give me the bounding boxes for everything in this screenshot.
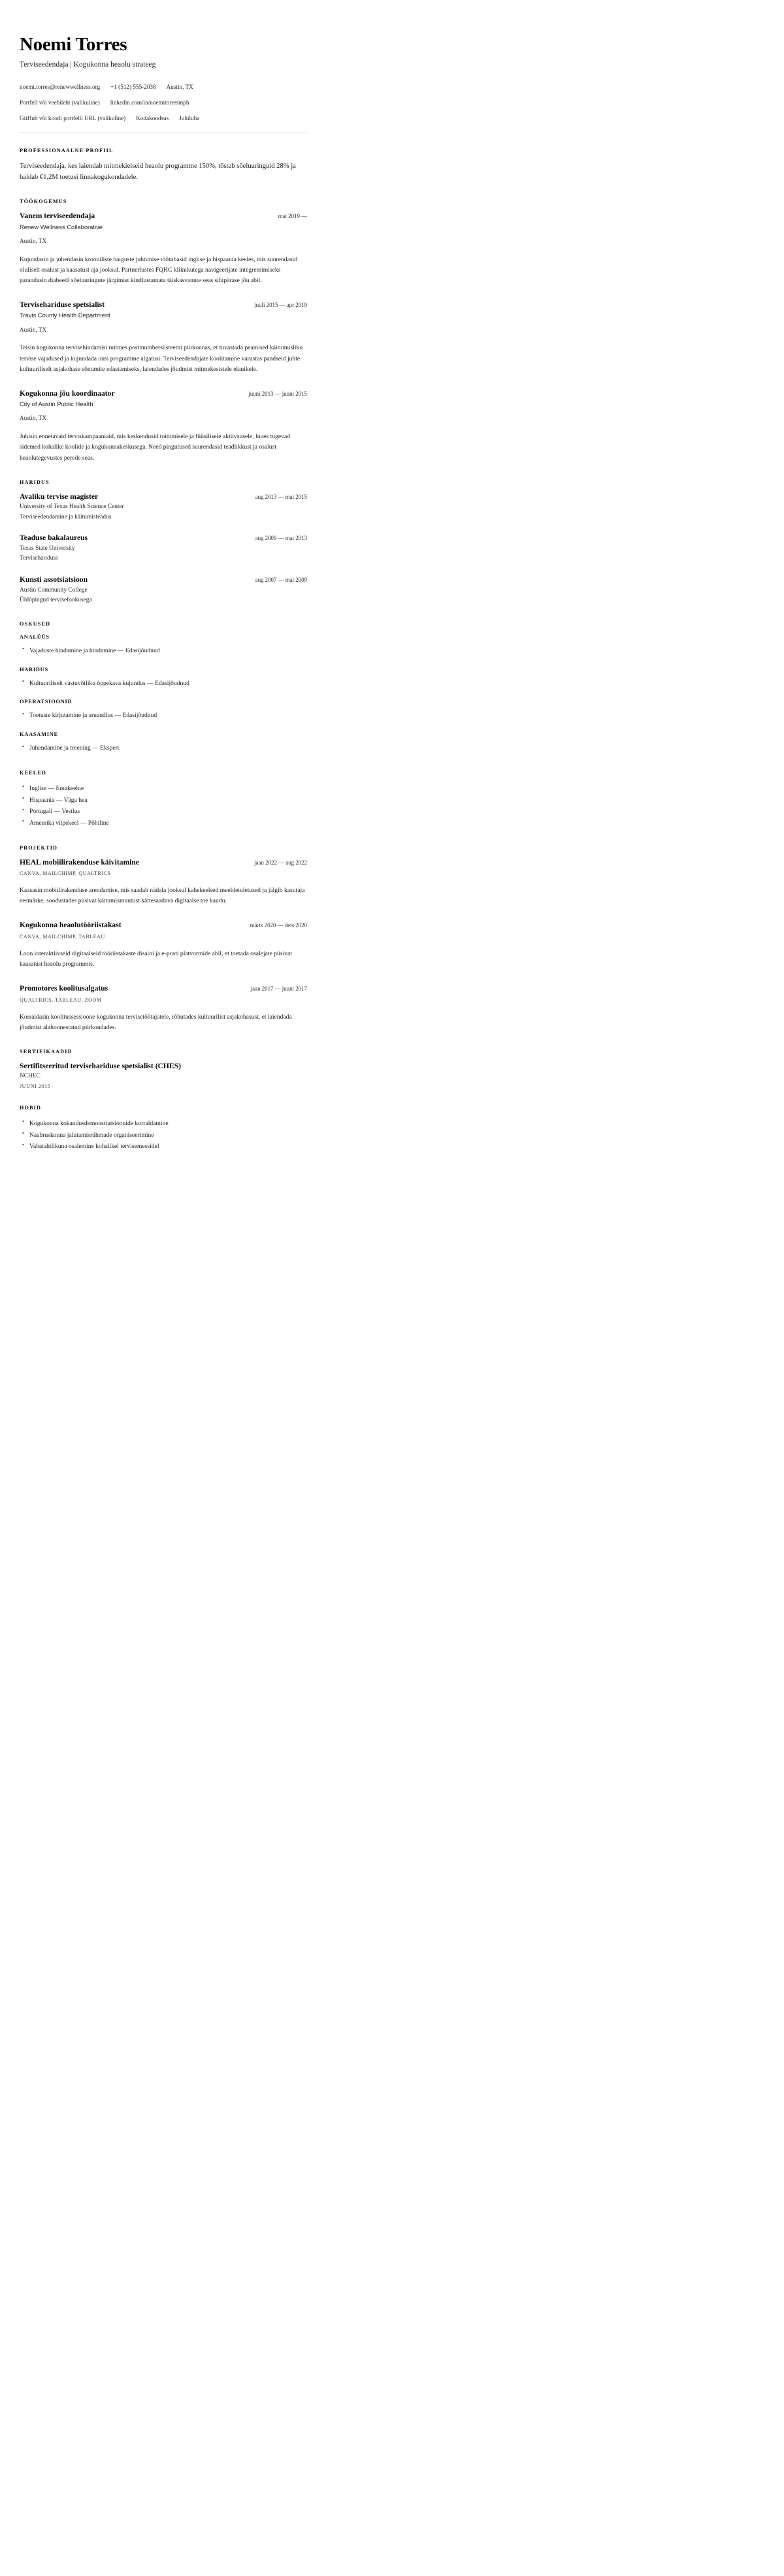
section-title-projects: PROJEKTID — [20, 844, 58, 851]
contact-row-extra — [20, 114, 307, 123]
job-company: City of Austin Public Health — [20, 400, 93, 408]
job-location: Austin, TX — [20, 415, 47, 422]
school-name: University of Texas Health Science Center — [20, 503, 124, 511]
project-entry — [20, 984, 307, 1033]
project-entry — [20, 858, 307, 907]
hobby-item: • Vabatahtlikuna osalemine kohalikel tervisemessidel — [29, 1141, 307, 1153]
project-dates: jaan 2022 — aug 2022 — [254, 859, 307, 866]
entry-header — [20, 984, 307, 993]
section-projects — [20, 845, 307, 1033]
skill-group — [20, 667, 307, 690]
degree-dates: aug 2013 — mai 2015 — [255, 493, 307, 500]
contact-driving-license: Juhiluba — [179, 115, 200, 121]
job-dates: mai 2019 — — [278, 213, 307, 220]
contact-github[interactable]: GitHub või koodi portfelli URL (valikuline) — [20, 115, 126, 121]
certificate-issuer: NCHEC — [20, 1073, 41, 1080]
project-description: Korraldasin koolitussessioone kogukonna tervisetöötajatele, rõhutades kultuurilist asjakohasust, et laiendada jõudmist alahoonestatud piirkondades. — [20, 1013, 292, 1031]
job-description: Juhisin ennetavaid terviskampaaniaid, mis keskendusid toitumisele ja füüsilisele aktiivsusele, luues tugevad sidemed kohalike koolide ja kogukonnakeskusega. Need pingutused suurendasid teadlikkust ja osalust heaolutegevustes perede seas. — [20, 433, 291, 462]
job-title: Kogukonna jõu koordinaator — [20, 389, 115, 398]
section-title-skills: OSKUSED — [20, 620, 51, 627]
skill-group — [20, 731, 307, 754]
project-name: HEAL mobiilirakenduse käivitamine — [20, 857, 139, 867]
experience-entry — [20, 300, 307, 375]
hobby-item: • Naabruskonna jalutamisrühmade organiseerimine — [29, 1130, 307, 1141]
skill-item: • Juhendamine ja treening — Ekspert — [29, 742, 307, 754]
project-tools: CANVA, MAILCHIMP, QUALTRICS — [20, 870, 111, 877]
resume-sheet — [20, 34, 307, 1153]
job-dates: juuli 2015 — apr 2019 — [254, 301, 307, 308]
education-entry — [20, 492, 307, 522]
job-title: Tervisehariduse spetsialist — [20, 300, 105, 309]
section-education — [20, 479, 307, 605]
certificate-entry — [20, 1062, 307, 1089]
contact-email[interactable]: noemi.torres@renewwellness.org — [20, 84, 101, 91]
section-title-profile: PROFESSIONAALNE PROFIIL — [20, 147, 114, 153]
project-description: Kaasasin mobiilirakenduse arendamise, mis saadab nädala jooksul kahekeelsed meeldetuletused ja jälgib kasutaja eesmärke, soodustades püsivat käitumismuutust kättesaadava digitaalse toe kaudu. — [20, 887, 305, 905]
degree-title: Teaduse bakalaureus — [20, 533, 88, 543]
job-dates: juuni 2013 — juuni 2015 — [248, 390, 307, 397]
school-name: Austin Community College — [20, 586, 88, 594]
candidate-name: Noemi Torres — [20, 34, 127, 55]
entry-header — [20, 921, 307, 930]
candidate-headline: Terviseedendaja | Kogukonna heaolu strateeg — [20, 61, 156, 69]
project-description: Loon interaktiivseid digitaalseid tööriistakaste disaini ja e-posti platvormide abil, et toetada osalejate püsivat kaasatust heaolu programmis. — [20, 949, 292, 968]
section-experience — [20, 199, 307, 464]
education-entry — [20, 533, 307, 564]
language-item: • Hispaania — Väga hea — [29, 795, 307, 806]
project-dates: jaan 2017 — juuni 2017 — [250, 985, 307, 993]
degree-title: Avaliku tervise magister — [20, 492, 99, 501]
job-company: Travis County Health Department — [20, 311, 110, 319]
contact-linkedin[interactable]: linkedin.com/in/noemitorresmph — [110, 99, 189, 106]
education-entry — [20, 575, 307, 605]
hobby-list — [20, 1118, 307, 1153]
school-name: Texas State University — [20, 545, 75, 552]
skill-list — [20, 678, 307, 690]
contact-citizenship: Kodakondsus — [136, 115, 169, 121]
project-name: Kogukonna heaolutööriistakast — [20, 921, 122, 930]
project-dates: märts 2020 — dets 2020 — [250, 922, 307, 929]
resume-header — [20, 34, 307, 123]
degree-title: Kunsti assotsiatsioon — [20, 575, 88, 584]
contact-portfolio[interactable]: Portfell või veebileht (valikuline) — [20, 99, 100, 106]
section-title-certificates: SERTIFIKAADID — [20, 1048, 73, 1055]
experience-entry — [20, 389, 307, 464]
section-title-experience: TÖÖKOGEMUS — [20, 199, 67, 205]
contact-row-links — [20, 99, 307, 108]
contact-phone[interactable]: +1 (512) 555-2038 — [110, 84, 156, 91]
experience-entry — [20, 212, 307, 286]
certificate-name: Sertifitseeritud tervisehariduse spetsialist (CHES) — [20, 1061, 181, 1070]
degree-dates: aug 2009 — mai 2013 — [255, 535, 307, 542]
contact-row-primary — [20, 83, 307, 92]
hobby-item: • Kogukonna kokandusdemonstratsioonide korraldamine — [29, 1118, 307, 1130]
skill-group-name: HARIDUS — [20, 666, 48, 673]
profile-summary: Terviseedendaja, kes laiendab mitmekielseid heaolu programme 150%, tõstab sõeluuringuid 28% ja haldab €1,2M toetusi linnakogukondadele. — [20, 162, 296, 181]
section-title-languages: KEELED — [20, 769, 47, 776]
entry-header — [20, 575, 307, 584]
entry-header — [20, 492, 307, 501]
job-title: Vanem terviseedendaja — [20, 212, 95, 221]
entry-header — [20, 212, 307, 221]
field-of-study: Terviseedendamine ja käitumisteadus — [20, 513, 112, 520]
section-title-hobbies: HOBID — [20, 1104, 42, 1111]
degree-dates: aug 2007 — mai 2009 — [255, 577, 307, 584]
language-item: • Ameerika viipekeel — Põhiline — [29, 818, 307, 829]
section-profile — [20, 148, 307, 183]
section-certificates — [20, 1049, 307, 1089]
entry-header — [20, 533, 307, 543]
skill-item: • Vajaduste hindamine ja hindamine — Edasijõudnud — [29, 645, 307, 657]
skill-group-name: OPERATSIOONID — [20, 699, 73, 705]
entry-header — [20, 858, 307, 867]
job-description: Kujundasin ja juhendasin krooniliste haiguste juhtimise töötubasid inglise ja hispaania keeles, mis suurendasid oluliselt osalust ja kaasatust aja jooksul. Partnerlustes FQHC kliinikutega navigeerijate integreerimiseks parandasin diabeedi sõeluuringute järgimist kindlustamata täiskasvanute seas sihipärase jõu abil. — [20, 255, 297, 284]
section-hobbies — [20, 1105, 307, 1153]
skill-group — [20, 699, 307, 722]
section-languages — [20, 770, 307, 829]
skill-list — [20, 742, 307, 754]
entry-header — [20, 300, 307, 310]
skill-group-name: KAASAMINE — [20, 731, 58, 738]
field-of-study: Tervisehariduss — [20, 555, 58, 562]
job-company: Renew Wellness Collaborative — [20, 223, 103, 231]
job-description: Teisin kogukonna tervisehindamisi mitmes postinumbersüsteemi piirkonnas, et tuvastada peamised käitumusliku tervise vajadused ja kujundada uusi programme algatusi. Terviseedendajate koolitamine varustas pandseid juhte kultuuriliselt asjakohase sõnumite edastamiseks, laiendades jõudmist mitmekesistele elanikele. — [20, 344, 303, 373]
project-entry — [20, 921, 307, 970]
skill-item: • Toetuste kirjutamine ja aruandlus — Edasijõudnud — [29, 710, 307, 722]
language-item: • Portugali — Vestlus — [29, 806, 307, 818]
skill-list — [20, 710, 307, 722]
skill-group-name: ANALÜÜS — [20, 633, 50, 640]
language-list — [20, 783, 307, 829]
skill-group — [20, 634, 307, 657]
skill-list — [20, 645, 307, 657]
section-skills — [20, 621, 307, 754]
contact-location: Austin, TX — [166, 84, 193, 91]
job-location: Austin, TX — [20, 237, 47, 244]
project-tools: CANVA, MAILCHIMP, TABLEAU — [20, 933, 105, 940]
skill-item: • Kultuuriliselt vastuvõtliku õppekava kujundus — Edasijõudnud — [29, 678, 307, 690]
entry-header — [20, 389, 307, 398]
language-item: • Inglise — Emakeelne — [29, 783, 307, 795]
project-name: Promotores koolitusalgatus — [20, 984, 108, 993]
section-title-education: HARIDUS — [20, 479, 50, 485]
field-of-study: Üldõpingud tervisefookusega — [20, 597, 92, 604]
certificate-date: JUUNI 2015 — [20, 1083, 51, 1089]
job-location: Austin, TX — [20, 326, 47, 333]
project-tools: QUALTRICS, TABLEAU, ZOOM — [20, 996, 102, 1003]
